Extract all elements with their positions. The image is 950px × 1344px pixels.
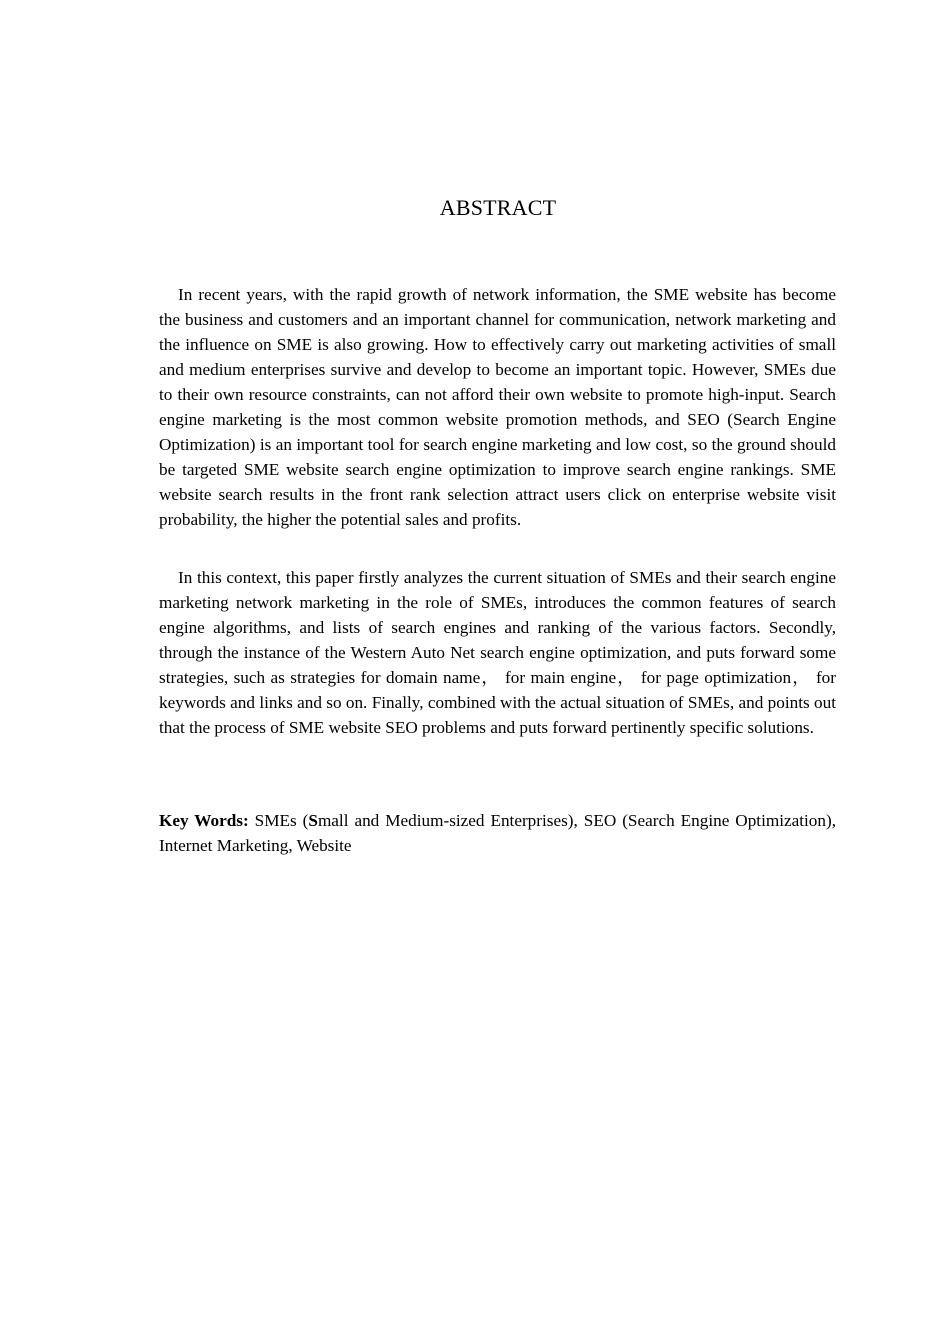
paragraph-text: In recent years, with the rapid growth of network information, the SME website has become the business and customers and an important channel for communication, network marketing and the influence on SME is also growing. How to effectively carry out marketing activities of small and medium enterprises survive and develop to become an important topic. However, SMEs due to their own resource constraints, can not afford their own website to promote high-input. Search engine marketing is the most common website promotion methods, and SEO (Search Engine Optimization) is an important tool for search engine marketing and low cost, so the ground should be targeted SME website search engine optimization to improve search engine rankings. SME website search results in the front rank selection attract users click on enterprise website visit probability, the higher the potential sales and profits. [159,285,836,529]
keywords-text-end: mall and Medium-sized Enterprises), SEO (Search Engine Optimization), Internet Marketing, Website [159,811,837,855]
abstract-paragraph-2 [159,565,836,740]
keywords-label: Key Words: [159,811,249,830]
keywords-bold-letter: S [308,811,318,830]
keywords-text-start: SMEs ( [254,811,309,830]
keywords-section [159,808,836,858]
paragraph-text: In this context, this paper firstly analyzes the current situation of SMEs and their search engine marketing network marketing in the role of SMEs, introduces the common features of search engine algorithms, and lists of search engines and ranking of the various factors. Secondly, through the instance of the Western Auto Net search engine optimization, and puts forward some strategies, such as strategies for domain name， for main engine， for page optimization， for keywords and links and so on. Finally, combined with the actual situation of SMEs, and points out that the process of SME website SEO problems and puts forward pertinently specific solutions. [159,568,836,737]
abstract-paragraph-1 [159,282,836,532]
abstract-title: ABSTRACT [439,195,557,220]
